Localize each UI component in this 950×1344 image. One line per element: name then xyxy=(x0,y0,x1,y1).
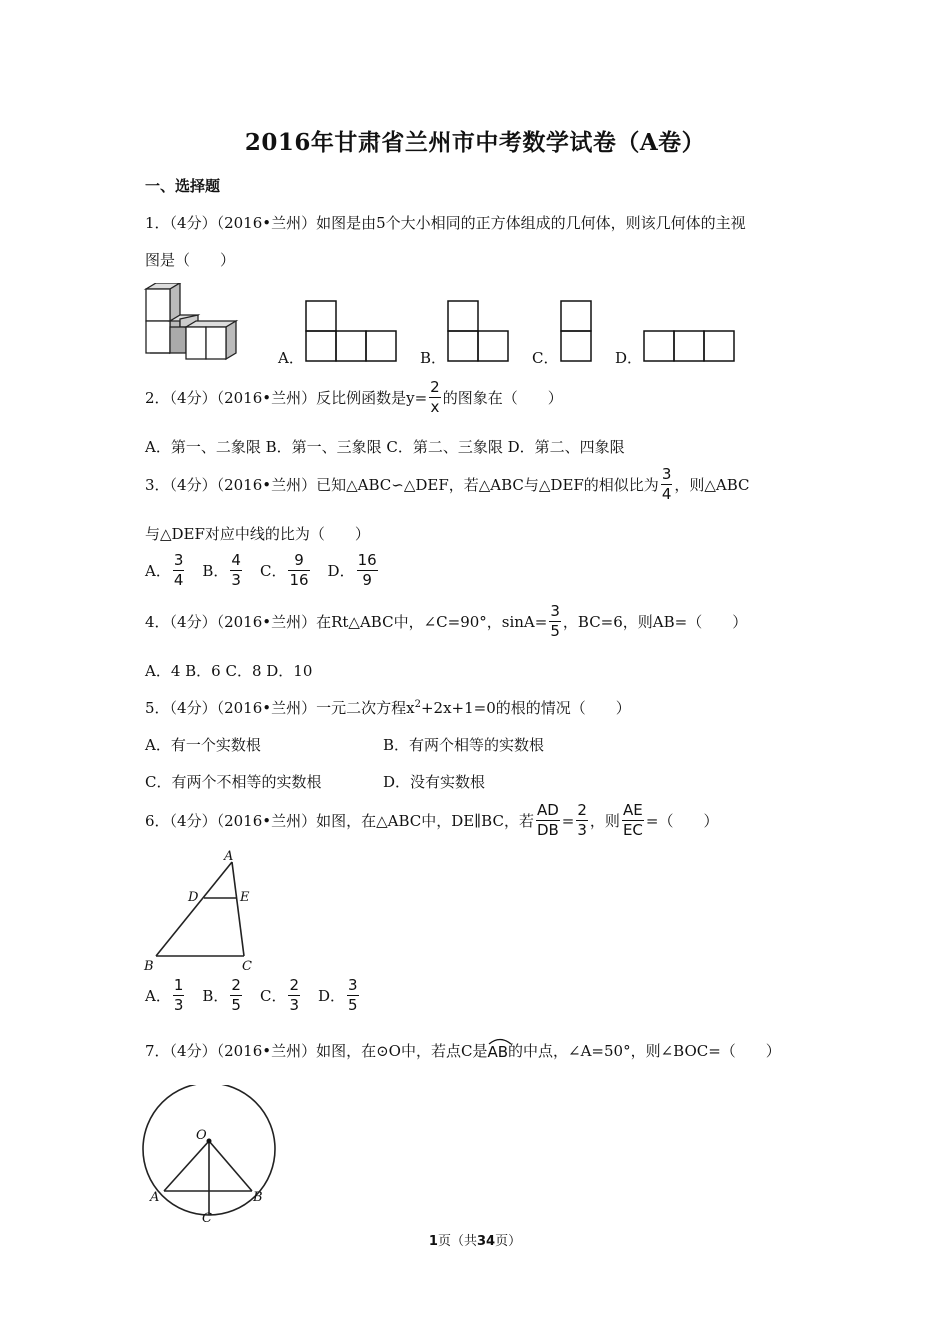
q6-fraction-2-3: $\frac{2}{3}$ xyxy=(577,801,587,839)
q6-side-ab xyxy=(156,862,232,956)
q3-line2: 与△DEF对应中线的比为（ ） xyxy=(145,525,370,543)
q7-label-a: A xyxy=(150,1190,160,1205)
q3-fraction-den: 4 xyxy=(661,485,672,503)
q4-fraction-den: 5 xyxy=(550,622,560,640)
q6-stem: 6．（4分）（2016•兰州）如图，在△ABC中，DE∥BC，若 $\frac{AD}{DB}$ = $\frac{2}{3}$ ，则 $\frac{AE}{EC}$ =（ ） xyxy=(145,801,719,839)
q7-suffix: 的中点，∠A=50°，则∠BOC=（ ） xyxy=(508,1042,781,1060)
page-footer: 1页（共34页） xyxy=(428,1234,522,1249)
q2-fraction-num: 2 xyxy=(430,378,440,396)
q3-fraction xyxy=(661,467,673,502)
q7-label-b: B xyxy=(253,1190,263,1205)
q7-stem xyxy=(145,1040,781,1061)
q2-fraction xyxy=(429,380,441,415)
q5-option-c: C．有两个不相等的实数根 xyxy=(145,773,322,791)
q1-option-d-figure xyxy=(643,330,735,364)
q6-fraction-ae-ec: $\frac{AE}{EC}$ xyxy=(622,801,643,839)
footer-page-number: 1 xyxy=(428,1234,438,1249)
q3-option-d: D． $\frac{16}{9}$ xyxy=(327,551,377,589)
q7-arc-ab: AB xyxy=(487,1043,508,1061)
q6-option-c: C． $\frac{2}{3}$ xyxy=(259,976,299,1014)
q4-fraction-num: 3 xyxy=(550,602,560,620)
q4-options: A．4 B．6 C．8 D．10 xyxy=(145,662,313,680)
footer-total-pages: 34 xyxy=(476,1234,496,1249)
q2-prefix: 2．（4分）（2016•兰州）反比例函数是 xyxy=(145,389,407,407)
q3-option-c: C． $\frac{9}{16}$ xyxy=(259,551,309,589)
q5-option-b: B．有两个相等的实数根 xyxy=(383,736,545,754)
q7-label-c: C xyxy=(202,1211,212,1226)
q4-prefix: 4．（4分）（2016•兰州）在Rt△ABC中，∠C=90°，sinA= xyxy=(145,613,548,631)
q6-side-ac xyxy=(232,862,244,956)
q6-option-b: B． $\frac{2}{5}$ xyxy=(202,976,241,1014)
q2-suffix: 的图象在（ ） xyxy=(442,389,563,407)
q5-stem: 5．（4分）（2016•兰州）一元二次方程$x^2+2x+1=0$的根的情况（ ） xyxy=(145,699,631,717)
q3-prefix: 3．（4分）（2016•兰州）已知△ABC∽△DEF，若△ABC与△DEF的相似比为 xyxy=(145,476,659,494)
q1-option-c-label: C． xyxy=(532,349,559,367)
q6-triangle-figure xyxy=(140,848,260,978)
q6-label-e: E xyxy=(240,890,250,905)
q7-segment-ob xyxy=(209,1141,252,1191)
q1-line2: 图是（ ） xyxy=(145,251,236,269)
q6-label-c: C xyxy=(242,959,252,974)
q1-option-a-label: A． xyxy=(278,349,304,367)
q3-suffix: ，则△ABC xyxy=(674,476,750,494)
q1-cube-figure xyxy=(140,283,250,363)
page-title: 2016年甘肃省兰州市中考数学试卷（A卷） xyxy=(244,129,706,156)
q3-fraction-num: 3 xyxy=(661,465,672,483)
q7-arc-mark xyxy=(487,1037,513,1045)
q6-option-a: A． $\frac{1}{3}$ xyxy=(145,976,184,1014)
q3-option-b: B． $\frac{4}{3}$ xyxy=(202,551,241,589)
q3-stem xyxy=(145,467,750,502)
q4-stem xyxy=(145,604,747,639)
q1-option-b-label: B． xyxy=(420,349,447,367)
q7-label-o: O xyxy=(196,1128,207,1143)
q6-label-d: D xyxy=(188,890,199,905)
q7-center-dot xyxy=(207,1139,212,1144)
q4-fraction xyxy=(549,604,561,639)
q1-option-d-label: D． xyxy=(615,349,643,367)
q6-option-d: D． $\frac{3}{5}$ xyxy=(318,976,358,1014)
q5-option-d: D．没有实数根 xyxy=(383,773,486,791)
q2-options: A．第一、二象限 B．第一、三象限 C．第二、三象限 D．第二、四象限 xyxy=(145,438,625,456)
q6-label-a: A xyxy=(224,849,234,864)
q6-options xyxy=(145,978,361,1013)
q2-y: y= xyxy=(406,388,428,407)
q3-option-a: A． $\frac{3}{4}$ xyxy=(145,551,184,589)
section-heading: 一、选择题 xyxy=(145,177,221,195)
q7-circle-figure xyxy=(140,1085,280,1230)
q7-prefix: 7．（4分）（2016•兰州）如图，在⊙O中，若点C是 xyxy=(145,1042,488,1060)
q6-prefix: 6．（4分）（2016•兰州）如图，在△ABC中，DE∥BC，若 xyxy=(145,812,534,830)
q3-options xyxy=(145,553,380,588)
q1-option-b-figure xyxy=(447,300,509,364)
q4-suffix: ，BC=6，则AB=（ ） xyxy=(562,613,748,631)
q6-label-b: B xyxy=(144,959,154,974)
q5-option-a: A．有一个实数根 xyxy=(145,736,261,754)
q1-option-c-figure xyxy=(560,300,592,364)
q6-fraction-ad-db: $\frac{AD}{DB}$ xyxy=(536,801,559,839)
q7-segment-oa xyxy=(164,1141,209,1191)
q2-stem xyxy=(145,380,563,415)
q1-line1: 1．（4分）（2016•兰州）如图是由5个大小相同的正方体组成的几何体，则该几何体的主视 xyxy=(145,214,746,232)
q1-option-a-figure xyxy=(305,300,397,364)
q2-fraction-den: x xyxy=(430,398,440,416)
